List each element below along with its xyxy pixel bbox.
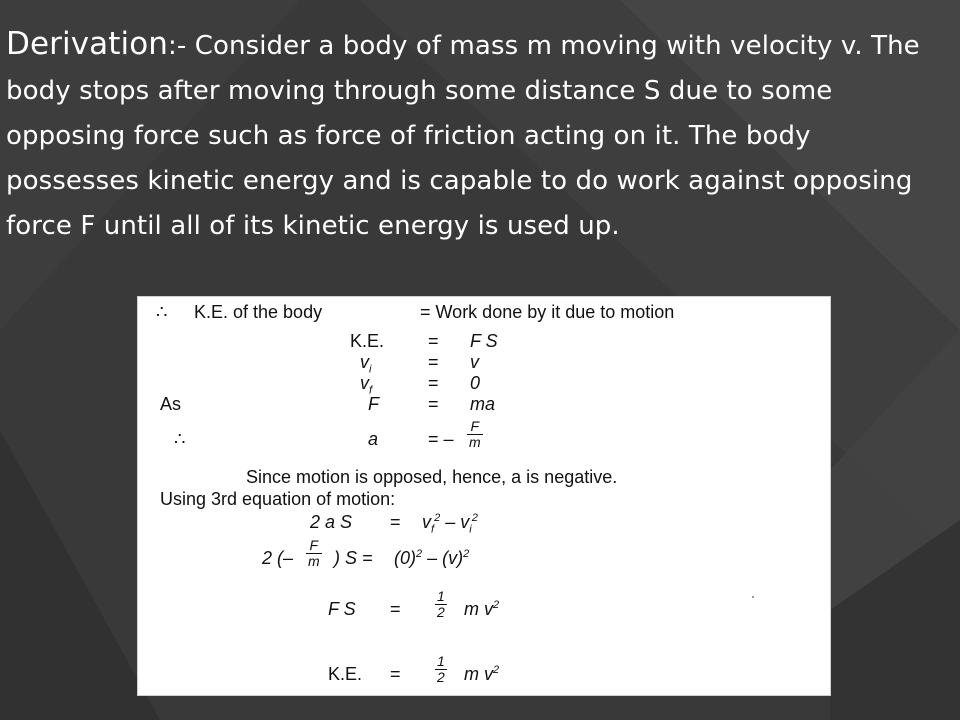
a-lhs: a xyxy=(368,429,379,449)
one-half-fraction: $\frac{1}{2}$ xyxy=(437,588,445,620)
2aS-lhs: 2 a S xyxy=(310,512,353,532)
fs-equals: = xyxy=(390,599,401,619)
a-equals-minus: = – xyxy=(428,429,454,449)
2aS-equals: = xyxy=(390,512,401,532)
f-equals: = xyxy=(428,394,439,414)
work-done-label: = Work done by it due to motion xyxy=(420,302,675,322)
therefore-symbol-2: ∴ xyxy=(174,429,186,449)
ke-lhs: K.E. xyxy=(350,331,385,351)
scan-speck xyxy=(752,596,754,598)
vf-equals: = xyxy=(428,373,439,393)
vf2-minus-vi2: $v_f^2 - v_i^2$ xyxy=(422,512,478,536)
half-mv2: m $v^2$ xyxy=(464,599,500,619)
vi-rhs: v xyxy=(470,352,479,372)
fs-rhs: F S xyxy=(470,331,498,351)
third-equation-label: Using 3rd equation of motion: xyxy=(160,489,396,509)
f-over-m-fraction-2: $\frac{F}{m}$ xyxy=(308,537,320,569)
ke-equals: = xyxy=(428,331,439,351)
derivation-paragraph xyxy=(6,22,951,249)
therefore-symbol: ∴ xyxy=(156,302,168,322)
ke-final-lhs: K.E. xyxy=(328,664,363,684)
s-equals: ) S = xyxy=(334,548,373,568)
zero-sq-minus-v-sq: $(0)^2 - (v)^2$ xyxy=(394,548,470,568)
as-label: As xyxy=(160,394,182,414)
2-neg-f-over-m: 2 (– xyxy=(262,548,294,568)
ma-rhs: ma xyxy=(470,394,496,414)
one-half-fraction-2: $\frac{1}{2}$ xyxy=(437,653,445,685)
f-over-m-fraction: $\frac{F}{m}$ xyxy=(469,418,481,450)
vi-lhs: $v_i$ xyxy=(360,352,372,376)
ke-final-equals: = xyxy=(390,664,401,684)
formula-image xyxy=(137,296,831,696)
ke-of-body-label: K.E. of the body xyxy=(194,302,323,322)
vf-lhs: $v_f$ xyxy=(360,373,373,397)
derivation-heading: Derivation xyxy=(6,26,169,62)
derivation-body: :- Consider a body of mass m moving with velocity v. The body stops after moving through some distance S due to some opposing force such as force of friction acting on it. The body possesses kinetic energy and is capable to do work against opposing force F until all of its kinetic energy is used up. xyxy=(6,31,920,241)
motion-opposed-note: Since motion is opposed, hence, a is negative. xyxy=(246,467,618,487)
vf-rhs: 0 xyxy=(470,373,481,393)
vi-equals: = xyxy=(428,352,439,372)
fs-lhs: F S xyxy=(328,599,356,619)
f-lhs: F xyxy=(368,394,379,414)
ke-final-mv2: m $v^2$ xyxy=(464,664,500,684)
